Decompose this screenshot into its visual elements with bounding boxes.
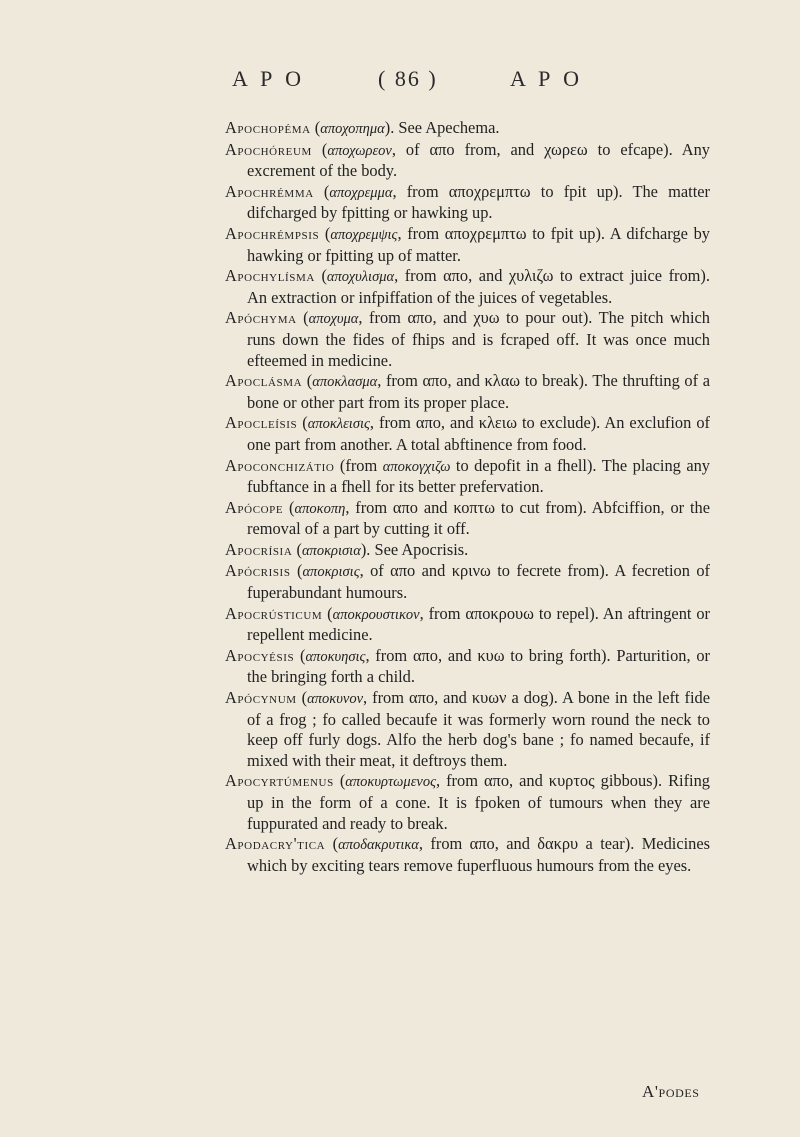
entry-greek-term: αποκυησις — [305, 648, 366, 665]
entry-etymology-open: ( — [290, 561, 303, 581]
header-right-word: A P O — [510, 66, 583, 91]
entry-headword: Apodacry'tica — [225, 834, 326, 854]
entry-etymology-open: ( — [333, 771, 346, 791]
entry-headword: Apocleísis — [225, 413, 298, 433]
catchword: A'podes — [642, 1082, 700, 1101]
entry-definition: , from απο, and δακρυ a tear). Medicines which by exciting tears remove fuperfluous humours from the eyes. — [247, 834, 710, 875]
entry-etymology-open: ( — [319, 223, 331, 243]
entry-etymology-open: ( — [311, 139, 328, 159]
entry-greek-term: αποκλασμα — [312, 374, 378, 391]
entry-greek-term: αποχωρεον — [327, 142, 392, 159]
entry-greek-term: αποδακρυτικα — [338, 837, 419, 854]
dictionary-entry — [225, 266, 710, 308]
entry-headword: Apochrémpsis — [225, 223, 320, 243]
entry-headword: Apocyésis — [225, 645, 295, 665]
entry-definition: , from αποχρεμπτω to fpit up). The matter difcharged by fpitting or hawking up. — [247, 181, 710, 223]
entry-headword: Apocrústicum — [225, 603, 323, 623]
entry-definition: , from απο, and κυω to bring forth). Parturition, or the bringing forth a child. — [247, 645, 710, 687]
entry-etymology-open: ( — [294, 645, 306, 665]
entry-greek-term: αποχυλισμα — [326, 269, 395, 286]
page-number: ( 86 ) — [378, 66, 438, 91]
entry-definition: , from αποχρεμπτω to fpit up). A difcharge by hawking or fpitting up of matter. — [247, 223, 710, 265]
entry-etymology-open: ( — [302, 371, 313, 391]
entry-etymology-open: ( — [313, 181, 330, 201]
entry-definition: , of απο and κρινω to fecrete from). A fecretion of fuperabundant humours. — [247, 561, 711, 603]
entry-headword: Apoconchizátio — [225, 455, 335, 475]
entry-greek-term: αποχρεμψις — [330, 226, 398, 243]
entry-etymology-open: ( — [314, 266, 327, 286]
entry-headword: Apochylísma — [225, 266, 315, 286]
entry-list — [225, 118, 710, 876]
entry-greek-term: αποκοπη — [294, 500, 346, 517]
entry-etymology-open: ( — [297, 413, 308, 433]
dictionary-entry — [225, 771, 710, 834]
entry-definition: , from απο, and χυλιζω to extract juice from). An extraction or infpiffation of the juices of vegetables. — [247, 266, 710, 307]
entry-definition: ). See Apechema. — [384, 118, 500, 137]
header-left-word: A P O — [232, 66, 305, 91]
dictionary-entry — [225, 371, 710, 413]
entry-definition: ). See Apocrisis. — [360, 539, 469, 559]
entry-greek-term: αποκρουστικον — [332, 606, 420, 623]
dictionary-entry — [225, 561, 710, 603]
entry-greek-term: αποκυνον — [307, 691, 364, 708]
entry-definition: , from απο, and χυω to pour out). The pitch which runs down the fides of fhips and is fcraped off. It was once much efteemed in medicine. — [247, 308, 710, 370]
entry-definition: , from αποκρουω to repel). An aftringent or repellent medicine. — [247, 603, 710, 645]
entry-headword: Apóchyma — [225, 308, 297, 328]
entry-greek-term: αποκρισια — [301, 542, 361, 559]
dictionary-entry — [225, 308, 710, 371]
entry-greek-term: αποχρεμμα — [329, 184, 393, 201]
entry-definition: , of απο from, and χωρεω to efcape). Any excrement of the body. — [247, 139, 710, 181]
running-header — [0, 66, 800, 96]
entry-headword: Apócynum — [225, 688, 297, 708]
dictionary-entry — [225, 413, 710, 455]
entry-headword: Apoclásma — [225, 371, 303, 391]
entry-etymology-open: ( — [310, 118, 321, 137]
entry-etymology-open: ( — [325, 834, 339, 854]
dictionary-entry — [225, 688, 710, 771]
dictionary-entry — [225, 456, 710, 498]
entry-etymology-open: (from — [334, 455, 383, 475]
entry-etymology-open: ( — [292, 539, 302, 559]
entry-definition: , from απο, and κυρτος gibbous). Rifing up in the form of a cone. It is fpoken of tumours when they are fuppurated and ready to break. — [247, 771, 710, 833]
entry-definition: to depofit in a fhell). The placing any fubftance in a fhell for its better prefervation. — [247, 455, 710, 497]
entry-greek-term: αποκογχιζω — [382, 458, 451, 475]
entry-greek-term: αποχοπημα — [320, 121, 385, 137]
entry-definition: , from απο, and κλειω to exclude). An exclufion of one part from another. A total abftinence from food. — [247, 413, 710, 454]
dictionary-entry — [225, 140, 710, 182]
entry-headword: Apocrísia — [225, 539, 293, 559]
entry-definition: , from απο, and κλαω to break). The thrufting of a bone or other part from its proper place. — [247, 371, 710, 412]
entry-headword: Apochóreum — [225, 139, 312, 159]
entry-headword: Apocyrtúmenus — [225, 771, 334, 791]
entry-etymology-open: ( — [296, 308, 309, 328]
entry-greek-term: αποκλεισις — [307, 416, 370, 433]
dictionary-entry — [225, 540, 710, 562]
dictionary-entry — [225, 646, 710, 688]
entry-definition: , from απο and κοπτω to cut from). Abfciffion, or the removal of a part by cutting it off. — [247, 497, 710, 539]
entry-greek-term: αποκυρτωμενος — [345, 774, 436, 791]
dictionary-entry — [225, 182, 710, 224]
dictionary-entry — [225, 118, 710, 140]
dictionary-entry — [225, 834, 710, 876]
dictionary-entry — [225, 604, 710, 646]
entry-headword: Apócope — [225, 497, 284, 517]
entry-definition: , from απο, and κυων a dog). A bone in the left fide of a frog ; fo called becaufe it was formerly worn round the neck to keep off furly dogs. Alfo the herb dog's bane ; fo named becaufe, if mixed with their meat, it deftroys them. — [247, 688, 710, 770]
entry-headword: Apócrisis — [225, 561, 291, 581]
entry-etymology-open: ( — [322, 603, 333, 623]
entry-etymology-open: ( — [283, 497, 295, 517]
entry-headword: Apochrémma — [225, 181, 314, 201]
entry-greek-term: αποκρισις — [302, 564, 360, 581]
dictionary-entry — [225, 224, 710, 266]
entry-greek-term: αποχυμα — [308, 311, 359, 328]
entry-etymology-open: ( — [296, 688, 308, 708]
entry-headword: Apochopéma — [225, 118, 311, 137]
dictionary-entry — [225, 498, 710, 540]
